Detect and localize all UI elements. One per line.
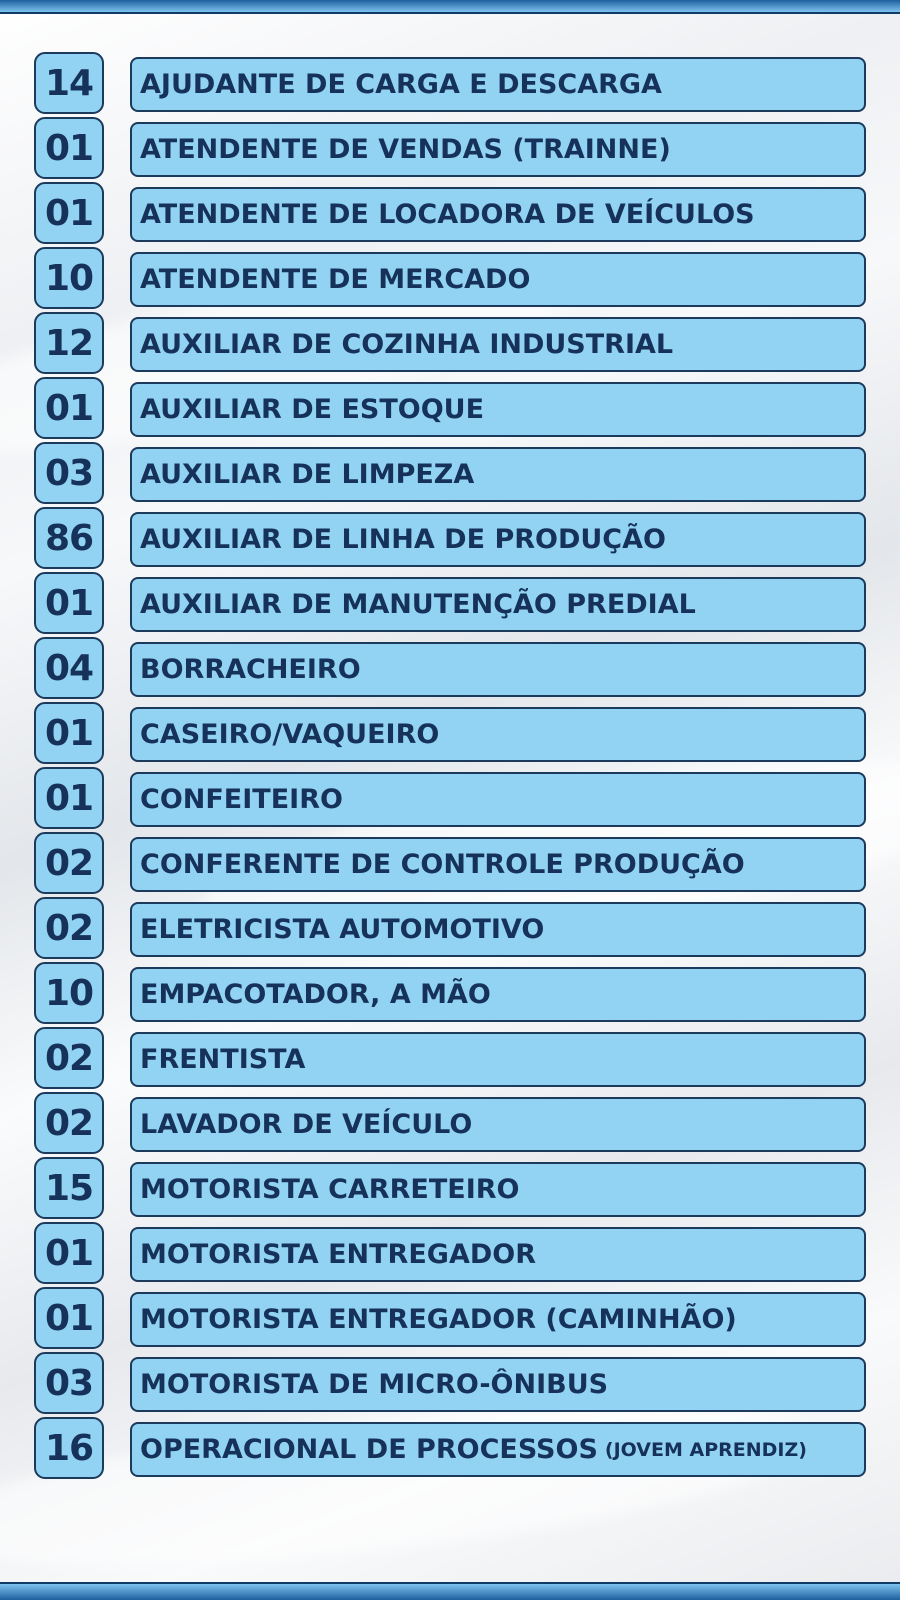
- job-title: [130, 642, 866, 697]
- job-title: [130, 512, 866, 567]
- vacancy-count: 02: [34, 832, 104, 894]
- job-title: [130, 1292, 866, 1347]
- job-title: [130, 317, 866, 372]
- job-title-text: OPERACIONAL DE PROCESSOS: [140, 1434, 598, 1465]
- job-row: [0, 702, 900, 767]
- job-row: [0, 247, 900, 312]
- job-title: [130, 187, 866, 242]
- vacancy-count: 01: [34, 1287, 104, 1349]
- job-title-text: ELETRICISTA AUTOMOTIVO: [140, 914, 545, 945]
- job-row: [0, 832, 900, 897]
- job-title-text: BORRACHEIRO: [140, 654, 361, 685]
- job-title: [130, 57, 866, 112]
- job-title-text: MOTORISTA CARRETEIRO: [140, 1174, 520, 1205]
- job-row: [0, 1157, 900, 1222]
- job-title: [130, 1032, 866, 1087]
- job-row: [0, 897, 900, 962]
- job-title-text: MOTORISTA ENTREGADOR: [140, 1239, 536, 1270]
- vacancy-count: 15: [34, 1157, 104, 1219]
- vacancy-count: 02: [34, 897, 104, 959]
- job-title: [130, 707, 866, 762]
- job-row: [0, 767, 900, 832]
- job-title-text: MOTORISTA DE MICRO-ÔNIBUS: [140, 1369, 609, 1400]
- job-row: [0, 117, 900, 182]
- job-title-text: FRENTISTA: [140, 1044, 306, 1075]
- vacancy-count: 03: [34, 442, 104, 504]
- job-row: [0, 1222, 900, 1287]
- job-row: [0, 52, 900, 117]
- vacancy-count: 01: [34, 377, 104, 439]
- job-title-text: AJUDANTE DE CARGA E DESCARGA: [140, 69, 662, 100]
- job-title: [130, 252, 866, 307]
- job-title-text: AUXILIAR DE MANUTENÇÃO PREDIAL: [140, 589, 696, 620]
- job-title-text: LAVADOR DE VEÍCULO: [140, 1109, 473, 1140]
- job-row: [0, 182, 900, 247]
- job-title: [130, 1097, 866, 1152]
- job-row: [0, 1092, 900, 1157]
- job-row: [0, 962, 900, 1027]
- job-title: [130, 837, 866, 892]
- job-row: [0, 637, 900, 702]
- job-row: [0, 1027, 900, 1092]
- job-row: [0, 1417, 900, 1482]
- job-title-text: CASEIRO/VAQUEIRO: [140, 719, 440, 750]
- vacancy-count: 01: [34, 572, 104, 634]
- vacancy-count: 14: [34, 52, 104, 114]
- job-title-text: ATENDENTE DE MERCADO: [140, 264, 531, 295]
- job-title: [130, 447, 866, 502]
- top-border-band: [0, 0, 900, 14]
- job-title: [130, 1162, 866, 1217]
- job-title-note: (JOVEM APRENDIZ): [604, 1438, 807, 1461]
- job-title: [130, 902, 866, 957]
- job-title: [130, 1357, 866, 1412]
- job-vacancy-list: [0, 52, 900, 1482]
- job-row: [0, 312, 900, 377]
- vacancy-count: 12: [34, 312, 104, 374]
- job-row: [0, 572, 900, 637]
- bottom-border-band: [0, 1582, 900, 1600]
- job-row: [0, 377, 900, 442]
- vacancy-count: 01: [34, 117, 104, 179]
- vacancy-count: 10: [34, 247, 104, 309]
- job-title-text: AUXILIAR DE LINHA DE PRODUÇÃO: [140, 524, 666, 555]
- job-title-text: AUXILIAR DE ESTOQUE: [140, 394, 485, 425]
- vacancy-count: 03: [34, 1352, 104, 1414]
- job-title-text: MOTORISTA ENTREGADOR (CAMINHÃO): [140, 1304, 737, 1335]
- vacancy-count: 02: [34, 1092, 104, 1154]
- job-title: [130, 772, 866, 827]
- job-title-text: CONFEITEIRO: [140, 784, 343, 815]
- job-title: [130, 1422, 866, 1477]
- job-title: [130, 1227, 866, 1282]
- job-title-text: ATENDENTE DE VENDAS (TRAINNE): [140, 134, 671, 165]
- job-title-text: CONFERENTE DE CONTROLE PRODUÇÃO: [140, 849, 745, 880]
- vacancy-count: 02: [34, 1027, 104, 1089]
- vacancy-count: 01: [34, 1222, 104, 1284]
- job-row: [0, 507, 900, 572]
- job-title: [130, 577, 866, 632]
- job-title-text: EMPACOTADOR, A MÃO: [140, 979, 491, 1010]
- job-row: [0, 442, 900, 507]
- job-title: [130, 382, 866, 437]
- vacancy-count: 01: [34, 182, 104, 244]
- vacancy-count: 04: [34, 637, 104, 699]
- job-title: [130, 122, 866, 177]
- job-row: [0, 1287, 900, 1352]
- vacancy-count: 86: [34, 507, 104, 569]
- vacancy-count: 10: [34, 962, 104, 1024]
- job-row: [0, 1352, 900, 1417]
- job-title: [130, 967, 866, 1022]
- job-title-text: ATENDENTE DE LOCADORA DE VEÍCULOS: [140, 199, 755, 230]
- job-title-text: AUXILIAR DE COZINHA INDUSTRIAL: [140, 329, 674, 360]
- job-title-text: AUXILIAR DE LIMPEZA: [140, 459, 475, 490]
- vacancy-count: 01: [34, 702, 104, 764]
- vacancy-count: 16: [34, 1417, 104, 1479]
- vacancy-count: 01: [34, 767, 104, 829]
